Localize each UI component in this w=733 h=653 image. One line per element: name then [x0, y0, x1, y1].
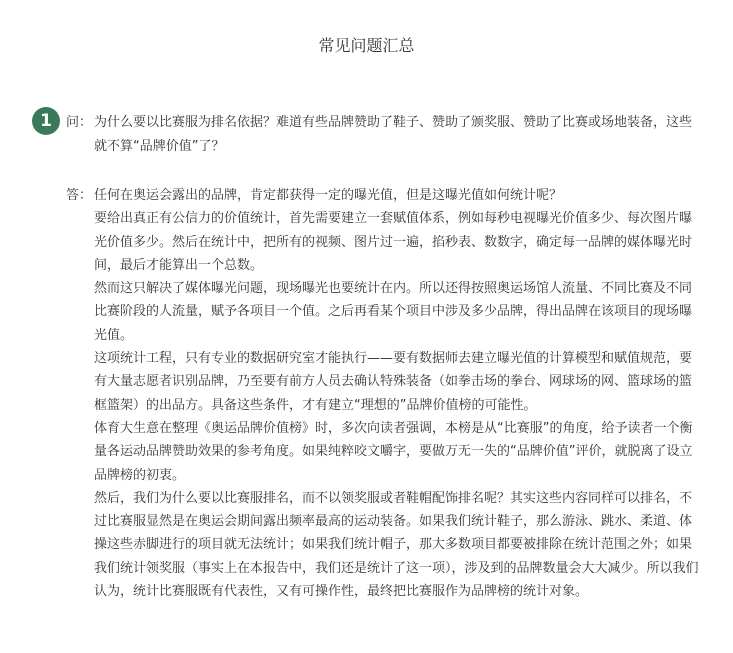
answer-paragraph: 这项统计工程，只有专业的数据研究室才能执行——要有数据师去建立曝光值的计算模型和赋值规范，要有大量志愿者识别品牌，乃至要有前方人员去确认特殊装备（如拳击场的拳台、网球场的网、篮球场的篮框篮架）的出品方。具备这些条件，才有建立“理想的”品牌价值榜的可能性。 [94, 351, 693, 413]
answer-paragraph: 体育大生意在整理《奥运品牌价值榜》时，多次向读者强调，本榜是从“比赛服”的角度，给予读者一个衡量各运动品牌赞助效果的参考角度。如果纯粹咬文嚼字，要做万无一失的“品牌价值”评价，就脱离了设立品牌榜的初衷。 [94, 420, 693, 483]
answer-body [94, 184, 702, 603]
answer-paragraph: 要给出真正有公信力的价值统计，首先需要建立一套赋值体系，例如每秒电视曝光价值多少、每次图片曝光价值多少。然后在统计中，把所有的视频、图片过一遍，掐秒表、数数字，确定每一品牌的媒体曝光时间，最后才能算出一个总数。 [94, 211, 693, 273]
question-number-badge: 1 [32, 107, 60, 135]
answer-paragraph: 任何在奥运会露出的品牌，肯定都获得一定的曝光值，但是这曝光值如何统计呢？ [94, 188, 563, 203]
question-text: 为什么要以比赛服为排名依据？难道有些品牌赞助了鞋子、赞助了颁奖服、赞助了比赛或场地装备，这些就不算“品牌价值”了？ [94, 115, 693, 154]
answer-paragraph: 然后，我们为什么要以比赛服排名，而不以领奖服或者鞋帽配饰排名呢？其实这些内容同样可以排名，不过比赛服显然是在奥运会期间露出频率最高的运动装备。如果我们统计鞋子，那么游泳、跳水、柔道、体操这些赤脚进行的项目就无法统计；如果我们统计帽子，那大多数项目都要被排除在统计范围之外；如果我们统计领奖服（事实上在本报告中，我们还是统计了这一项），涉及到的品牌数量会大大减少。所以我们认为，统计比赛服既有代表性，又有可操作性，最终把比赛服作为品牌榜的统计对象。 [94, 490, 699, 600]
question-label: 问： [66, 115, 93, 130]
page-title: 常见问题汇总 [318, 36, 415, 55]
answer-paragraph: 然而这只解决了媒体曝光问题，现场曝光也要统计在内。所以还得按照奥运场馆人流量、不同比赛及不同比赛阶段的人流量，赋予各项目一个值。之后再看某个项目中涉及多少品牌，得出品牌在该项目的现场曝光值。 [94, 281, 693, 343]
answer-label: 答： [66, 188, 93, 203]
